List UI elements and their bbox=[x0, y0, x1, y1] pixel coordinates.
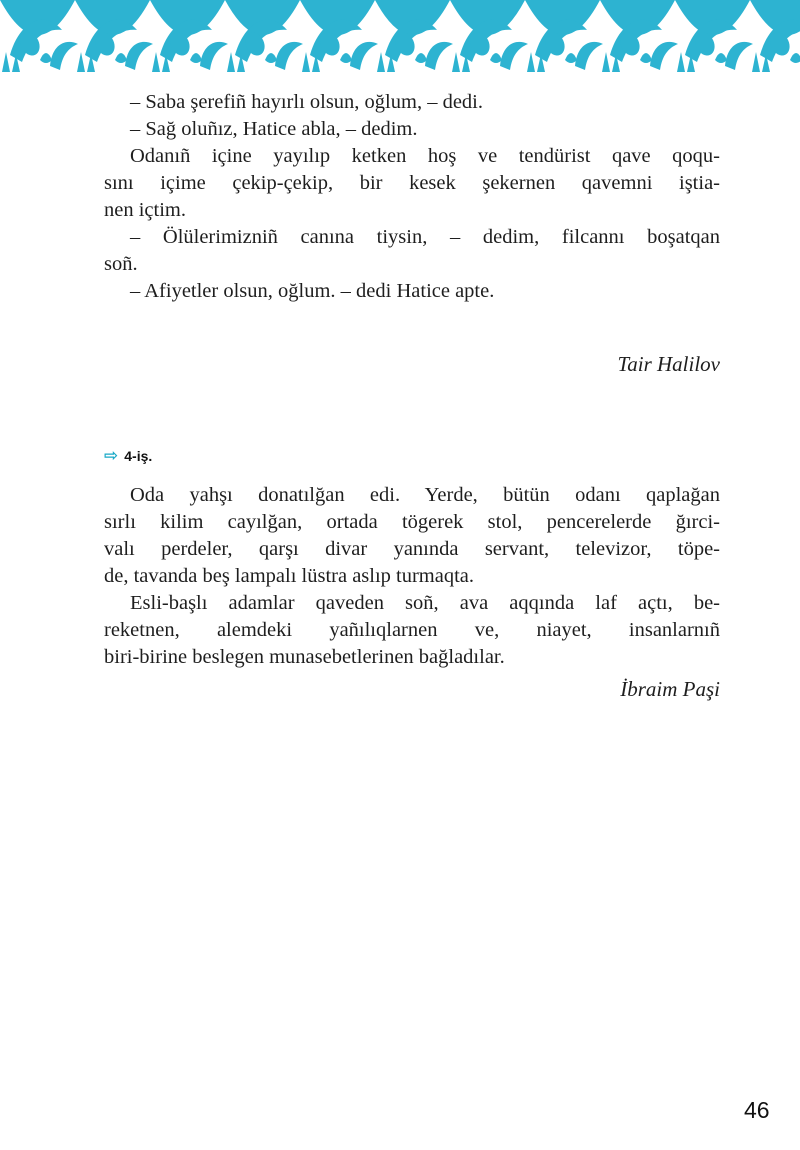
dialogue-section bbox=[104, 89, 720, 305]
exercise-paragraph: Oda yahşı donatılğan edi. Yerde, bütün odanı qaplağan sırlı kilim cayılğan, ortada tögerek stol, pencerelerde ğırci- valı perdeler, qarşı divar yanında servant, televizor, töpe- de, tavanda beş lampalı lüstra aslıp turmaqta. bbox=[104, 484, 720, 587]
narrative-paragraph: Odanıñ içine yayılıp ketken hoş ve tendürist qave qoqu- sını içime çekip-çekip, bir kesek şekernen qavemni iştia- nen içtim. bbox=[104, 145, 720, 221]
author-signature: Tair Halilov bbox=[617, 352, 720, 376]
exercise-section bbox=[104, 482, 720, 671]
task-label: 4-iş. bbox=[124, 448, 153, 464]
arrow-right-icon: ⇨ bbox=[104, 446, 119, 465]
dialogue-line: – Ölülerimizniñ canına tiysin, – dedim, filcannı boşatqan soñ. bbox=[104, 226, 720, 275]
author-signature: İbraim Paşi bbox=[620, 677, 720, 701]
dialogue-line: – Sağ oluñız, Hatice abla, – dedim. bbox=[130, 118, 418, 140]
floral-border-ornament bbox=[0, 0, 800, 75]
exercise-paragraph: Esli-başlı adamlar qaveden soñ, ava aqqında laf açtı, be- reketnen, alemdeki yañılıqlarnen ve, niayet, insanlarnıñ biri-birine beslegen munasebetlerinen bağladılar. bbox=[104, 592, 720, 668]
dialogue-line: – Saba şerefiñ hayırlı olsun, oğlum, – dedi. bbox=[130, 91, 483, 113]
task-heading bbox=[104, 448, 152, 464]
page-number: 46 bbox=[744, 1097, 770, 1123]
dialogue-line: – Afiyetler olsun, oğlum. – dedi Hatice apte. bbox=[130, 280, 495, 302]
